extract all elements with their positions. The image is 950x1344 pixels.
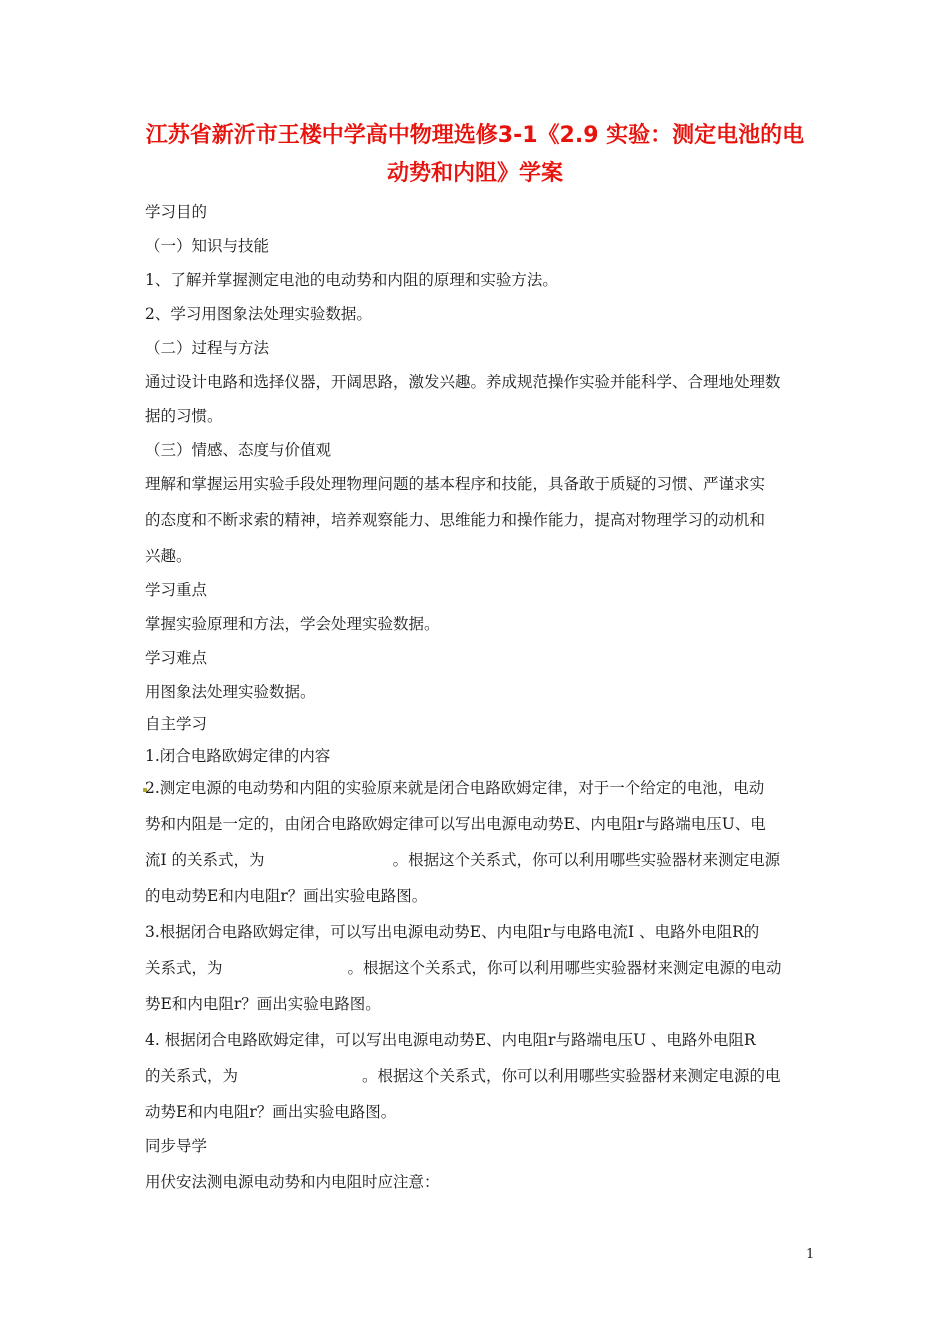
subheading-knowledge-skills: （一）知识与技能 — [145, 237, 270, 255]
question-2-line-1: 2.测定电源的电动势和内阻的实验原来就是闭合电路欧姆定律，对于一个给定的电池，电动 — [145, 779, 765, 797]
document-title-line-1: 江苏省新沂市王楼中学高中物理选修3-1《2.9 实验：测定电池的电 — [145, 123, 805, 148]
question-4-text-a: 的关系式，为 — [145, 1067, 239, 1085]
question-4-line-1: 4. 根据闭合电路欧姆定律，可以写出电源电动势E、内电阻r与路端电压U 、电路外电阻R — [145, 1031, 756, 1049]
question-3-line-2 — [145, 958, 782, 978]
heading-guided-study: 同步导学 — [145, 1137, 208, 1155]
paragraph-values-line-2: 的态度和不断求索的精神，培养观察能力、思维能力和操作能力，提高对物理学习的动机和 — [145, 511, 766, 529]
page-number: 1 — [806, 1247, 815, 1262]
question-2-line-2: 势和内阻是一定的，由闭合电路欧姆定律可以写出电源电动势E、内电阻r与路端电压U、电 — [145, 815, 766, 833]
question-4-line-3: 动势E和内电阻r？画出实验电路图。 — [145, 1103, 397, 1121]
key-points-text: 掌握实验原理和方法，学会处理实验数据。 — [145, 615, 440, 633]
heading-key-points: 学习重点 — [145, 581, 208, 599]
heading-difficult-points: 学习难点 — [145, 649, 208, 667]
heading-learning-goals: 学习目的 — [145, 203, 208, 221]
question-4-line-2 — [145, 1066, 781, 1086]
question-3-text-a: 关系式，为 — [145, 959, 223, 977]
question-4-text-b: 。根据这个关系式，你可以利用哪些实验器材来测定电源的电 — [362, 1067, 781, 1085]
difficult-points-text: 用图象法处理实验数据。 — [145, 683, 316, 701]
subheading-process-methods: （二）过程与方法 — [145, 339, 270, 357]
question-1: 1.闭合电路欧姆定律的内容 — [145, 747, 331, 765]
paragraph-process-line-1: 通过设计电路和选择仪器，开阔思路，激发兴趣。养成规范操作实验并能科学、合理地处理数 — [145, 373, 781, 391]
question-2-text-a: 流I 的关系式，为 — [145, 851, 265, 869]
heading-self-study: 自主学习 — [145, 715, 208, 733]
guided-study-text: 用伏安法测电源电动势和内电阻时应注意： — [145, 1173, 440, 1191]
question-3-line-1: 3.根据闭合电路欧姆定律，可以写出电源电动势E、内电阻r与电路电流I 、电路外电阻R的 — [145, 923, 760, 941]
goal-item-2: 2、学习用图象法处理实验数据。 — [145, 305, 372, 323]
question-2-text-b: 。根据这个关系式，你可以利用哪些实验器材来测定电源 — [392, 851, 781, 869]
paragraph-values-line-1: 理解和掌握运用实验手段处理物理问题的基本程序和技能，具备敢于质疑的习惯、严谨求实 — [145, 475, 766, 493]
question-2-line-4: 的电动势E和内电阻r？画出实验电路图。 — [145, 887, 428, 905]
document-title-line-2: 动势和内阻》学案 — [386, 161, 563, 186]
paragraph-process-line-2: 据的习惯。 — [145, 407, 223, 425]
paragraph-values-line-3: 兴趣。 — [145, 547, 192, 565]
question-3-line-3: 势E和内电阻r？画出实验电路图。 — [145, 995, 381, 1013]
goal-item-1: 1、了解并掌握测定电池的电动势和内阻的原理和实验方法。 — [145, 271, 558, 289]
subheading-attitudes-values: （三）情感、态度与价值观 — [145, 441, 332, 459]
question-2-line-3 — [145, 850, 780, 870]
question-3-text-b: 。根据这个关系式，你可以利用哪些实验器材来测定电源的电动 — [347, 959, 782, 977]
